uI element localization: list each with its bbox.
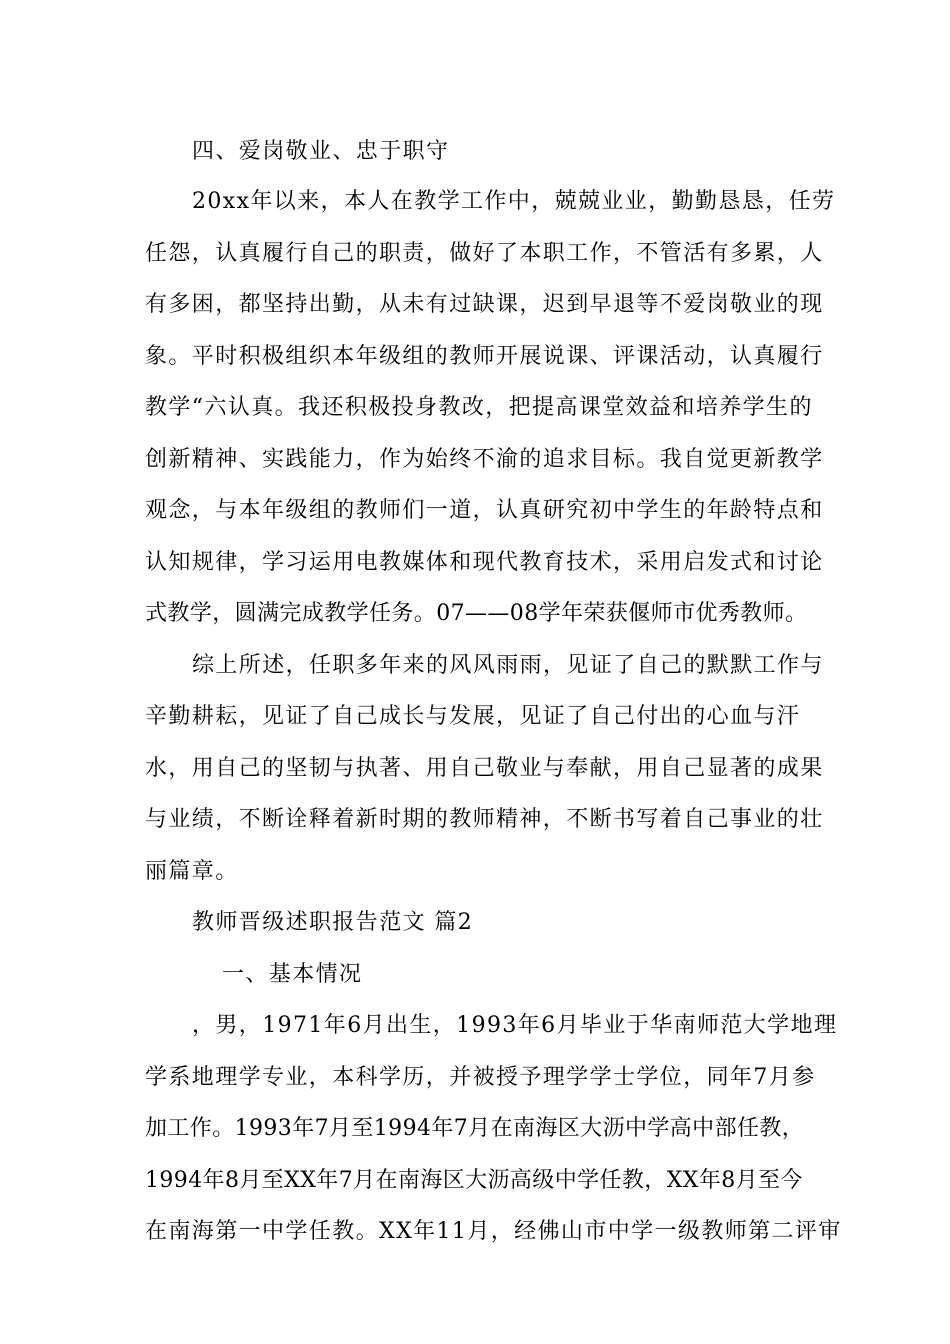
- paragraph-line: 20xx年以来，本人在教学工作中，兢兢业业，勤勤恳恳，任劳: [192, 189, 836, 214]
- paragraph-line: 象。平时积极组织本年级组的教师开展说课、评课活动，认真履行: [145, 344, 824, 369]
- paragraph-line: 与业绩，不断诠释着新时期的教师精神，不断书写着自己事业的壮: [145, 807, 824, 832]
- paragraph-line: 认知规律，学习运用电教媒体和现代教育技术，采用启发式和讨论: [145, 550, 824, 575]
- paragraph-line: 1994年8月至XX年7月在南海区大沥高级中学任教，XX年8月至今: [145, 1168, 803, 1193]
- paragraph-line: ，男，1971年6月出生，1993年6月毕业于华南师范大学地理: [192, 1013, 838, 1038]
- paragraph-line: 水，用自己的坚韧与执著、用自己敬业与奉献，用自己显著的成果: [145, 756, 824, 781]
- paragraph-line: 观念，与本年级组的教师们一道，认真研究初中学生的年龄特点和: [145, 498, 824, 523]
- paragraph-line: 在南海第一中学任教。XX年11月，经佛山市中学一级教师第二评审: [145, 1219, 842, 1244]
- paragraph-line: 式教学，圆满完成教学任务。07——08学年荣获偃师市优秀教师。: [145, 601, 808, 626]
- paragraph-line: 丽篇章。: [145, 859, 239, 884]
- paragraph-line: 教学“六认真。我还积极投身教改，把提高课堂效益和培养学生的: [145, 395, 813, 420]
- paragraph-line: 加工作。1993年7月至1994年7月在南海区大沥中学高中部任教，: [145, 1116, 805, 1141]
- paragraph-line: 学系地理学专业，本科学历，并被授予理学学士学位，同年7月参: [145, 1065, 816, 1090]
- paragraph-line: 综上所述，任职多年来的风风雨雨，见证了自己的默默工作与: [192, 653, 824, 678]
- section-heading: 一、基本情况: [222, 962, 363, 987]
- paragraph-line: 有多困，都坚持出勤，从未有过缺课，迟到早退等不爱岗敬业的现: [145, 292, 824, 317]
- section-heading: 四、爱岗敬业、忠于职守: [192, 139, 450, 164]
- paragraph-line: 创新精神、实践能力，作为始终不渝的追求目标。我自觉更新教学: [145, 447, 824, 472]
- paragraph-line: 辛勤耕耘，见证了自己成长与发展，见证了自己付出的心血与汗: [145, 704, 801, 729]
- paragraph-line: 任怨，认真履行自己的职责，做好了本职工作，不管活有多累，人: [145, 241, 824, 266]
- article-title: 教师晋级述职报告范文 篇2: [192, 910, 474, 935]
